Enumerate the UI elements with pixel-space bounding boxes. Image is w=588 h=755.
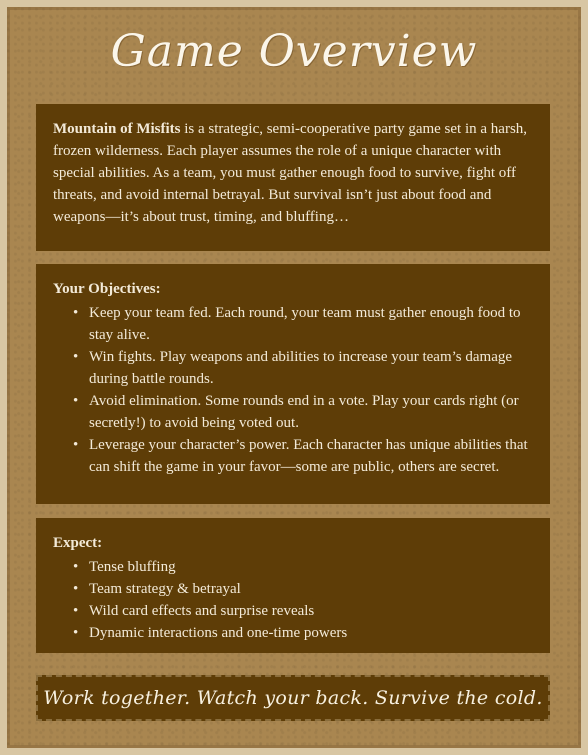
expect-panel xyxy=(36,518,550,653)
expect-heading: Expect: xyxy=(53,535,103,551)
game-name: Mountain of Misfits xyxy=(53,121,181,137)
intro-paragraph xyxy=(53,118,534,228)
expect-list xyxy=(53,556,534,644)
page-title: Game Overview xyxy=(110,26,478,77)
list-item: • Win fights. Play weapons and abilities to increase your team’s damage during battle rounds. xyxy=(89,346,534,390)
closing-banner xyxy=(36,675,550,721)
closing-tagline: Work together. Watch your back. Survive the cold. xyxy=(43,687,543,709)
list-item: • Wild card effects and surprise reveals xyxy=(89,600,534,622)
list-item: • Tense bluffing xyxy=(89,556,534,578)
objectives-list xyxy=(53,302,534,478)
objectives-heading: Your Objectives: xyxy=(53,281,161,297)
list-item: • Dynamic interactions and one-time powers xyxy=(89,622,534,644)
list-item: • Leverage your character’s power. Each character has unique abilities that can shift the game in your favor—some are public, others are secret. xyxy=(89,434,534,478)
list-item: • Team strategy & betrayal xyxy=(89,578,534,600)
list-item: • Keep your team fed. Each round, your team must gather enough food to stay alive. xyxy=(89,302,534,346)
intro-text: is a strategic, semi-cooperative party game set in a harsh, frozen wilderness. Each player assumes the role of a unique character with special abilities. As a team, you must gather enough food to survive, fight off threats, and avoid internal betrayal. But survival isn’t just about food and weapons—it’s about trust, timing, and bluffing… xyxy=(53,121,528,225)
list-item: • Avoid elimination. Some rounds end in a vote. Play your cards right (or secretly!) to avoid being voted out. xyxy=(89,390,534,434)
objectives-panel xyxy=(36,264,550,504)
intro-panel xyxy=(36,104,550,251)
